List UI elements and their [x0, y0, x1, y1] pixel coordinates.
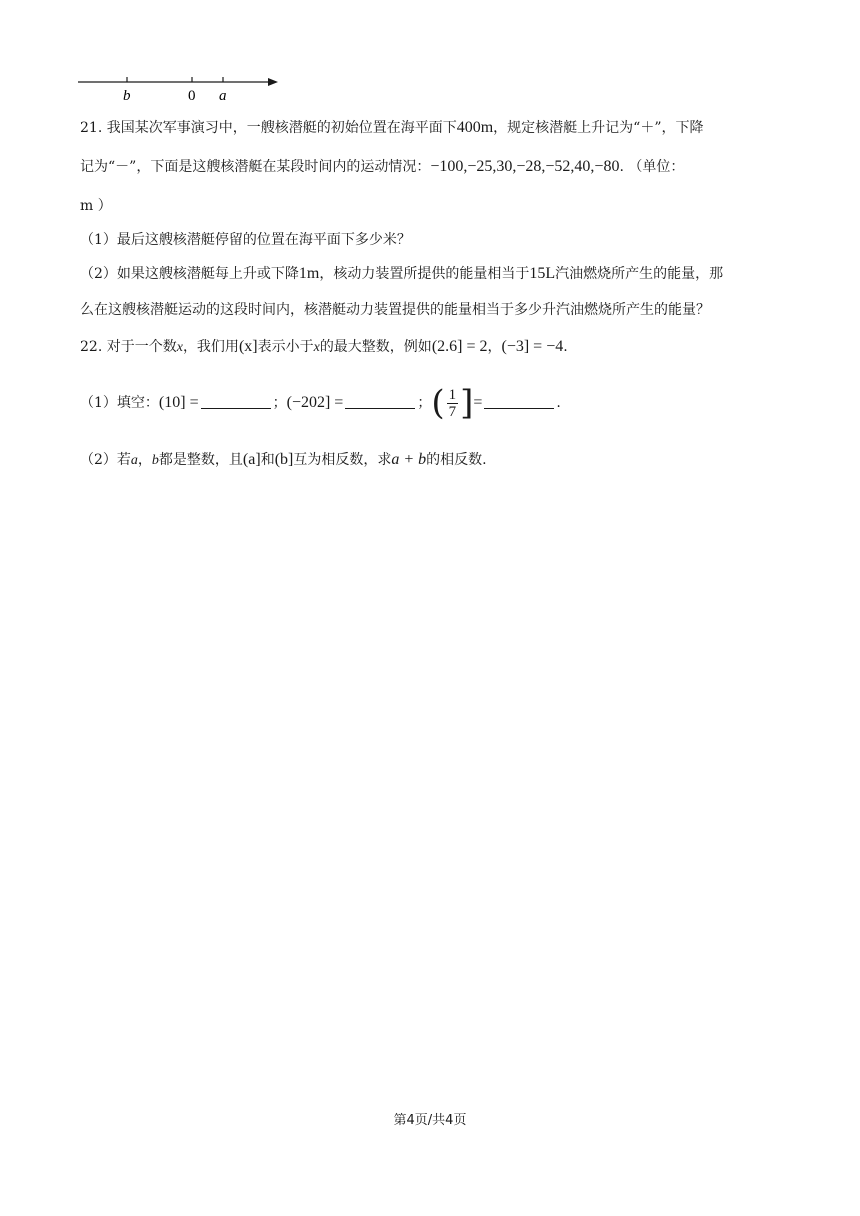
movements-list: −100,−25,30,−28,−52,40,−80 [430, 158, 620, 175]
q22-intro: 22. 对于一个数x，我们用(x]表示小于x的最大整数，例如(2.6] = 2，(−3] = −4. [80, 338, 568, 355]
page-footer: 第4页/共4页 [393, 1113, 467, 1128]
q22-sub1: （1）填空：(10] = ；(−202] = ；( $\frac{1}{7}$ ]= . [80, 383, 561, 423]
number-line [78, 70, 288, 106]
label-a: a [219, 88, 227, 104]
q22-sub2: （2）若a，b都是整数，且(a]和(b]互为相反数，求a + b的相反数. [80, 451, 487, 468]
label-b: b [123, 88, 131, 104]
q21-line3: m ） [80, 198, 112, 214]
depth-value: 400m [456, 119, 494, 136]
q21-sub1: （1）最后这艘核潜艇停留的位置在海平面下多少米？ [80, 232, 411, 248]
arrow-right-icon [268, 78, 278, 86]
q21-sub2-line2: 么在这艘核潜艇运动的这段时间内，核潜艇动力装置提供的能量相当于多少升汽油燃烧所产生的能量？ [80, 302, 710, 318]
q21-line1: 21. 我国某次军事演习中，一艘核潜艇的初始位置在海平面下400m，规定核潜艇上升记为“＋”，下降 [80, 119, 704, 136]
q21-sub2: （2）如果这艘核潜艇每上升或下降1m，核动力装置所提供的能量相当于15L汽油燃烧所产生的能量，那 [80, 265, 724, 282]
answer-blank-1[interactable] [201, 394, 271, 409]
answer-blank-2[interactable] [345, 394, 415, 409]
answer-blank-3[interactable] [484, 394, 554, 409]
q21-line2: 记为“－”，下面是这艘核潜艇在某段时间内的运动情况：−100,−25,30,−28,−52,40,−80. （单位： [80, 158, 685, 175]
fraction-one-seventh: $\frac{1}{7}$ [448, 386, 457, 420]
label-0: 0 [188, 88, 196, 104]
